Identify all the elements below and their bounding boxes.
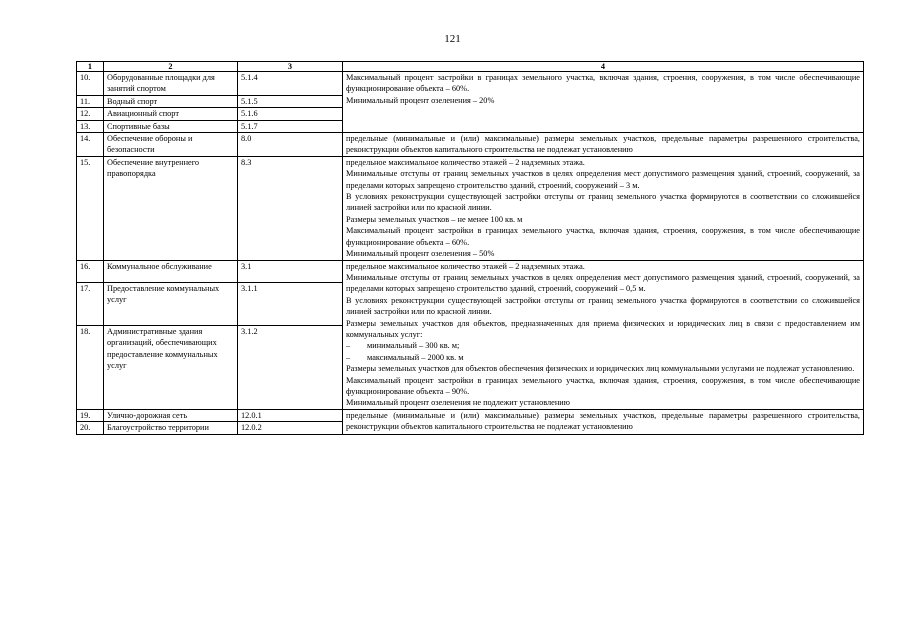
column-header: 1 <box>77 62 104 72</box>
use-type-code: 5.1.7 <box>238 120 343 132</box>
row-number: 12. <box>77 108 104 120</box>
use-type-name: Коммунальное обслуживание <box>104 260 238 282</box>
use-type-code: 12.0.2 <box>238 422 343 434</box>
parameter-text: Максимальный процент застройки в границах земельного участка, включая здания, строения, сооружения, в том числе обеспечивающие функционирование объекта – 60%. <box>346 73 860 94</box>
page-number: 121 <box>444 33 461 45</box>
row-number: 17. <box>77 282 104 325</box>
table-row <box>77 260 864 282</box>
parameter-text: предельные (минимальные и (или) максимальные) размеры земельных участков, предельные параметры разрешенного строительства, реконструкции объектов капитального строительства не подлежат установлению <box>346 410 860 432</box>
use-type-name: Улично-дорожная сеть <box>104 409 238 421</box>
parameter-text: предельное максимальное количество этажей – 2 надземных этажа. <box>346 157 585 167</box>
use-type-name: Спортивные базы <box>104 120 238 132</box>
table-row <box>77 409 864 421</box>
row-number: 19. <box>77 409 104 421</box>
use-type-name: Обеспечение внутреннего правопорядка <box>104 156 238 260</box>
parameter-text: В условиях реконструкции существующей застройки отступы от границ земельного участка формируются в соответствии со сложившейся линией застройки или по красной линии. <box>346 192 860 213</box>
row-number: 18. <box>77 325 104 409</box>
row-number: 10. <box>77 72 104 96</box>
use-type-name: Предоставление коммунальных услуг <box>104 282 238 325</box>
use-type-code: 5.1.6 <box>238 108 343 120</box>
parameters-cell <box>343 260 864 409</box>
dash-list-item <box>346 352 860 363</box>
parameter-text: Максимальный процент застройки в границах земельного участка, включая здания, строения, сооружения, в том числе обеспечивающие функционирование объекта – 90%. <box>346 375 860 396</box>
table-header-row <box>77 62 864 72</box>
table-row <box>77 72 864 96</box>
use-type-name: Водный спорт <box>104 95 238 107</box>
parameter-text: Минимальный процент озеленения – 20% <box>346 95 495 105</box>
parameters-cell <box>343 133 864 157</box>
use-type-code: 3.1.2 <box>238 325 343 409</box>
row-number: 13. <box>77 120 104 132</box>
dash-bullet: – <box>346 352 351 362</box>
use-type-code: 3.1.1 <box>238 282 343 325</box>
use-type-code: 5.1.4 <box>238 72 343 96</box>
table-row <box>77 156 864 260</box>
column-header: 2 <box>104 62 238 72</box>
parameter-text: Максимальный процент застройки в границах земельного участка, включая здания, строения, сооружения, в том числе обеспечивающие функционирование объекта – 60%. <box>346 226 860 247</box>
parameter-text: предельные (минимальные и (или) максимальные) размеры земельных участков, предельные параметры разрешенного строительства, реконструкции объектов капитального строительства не подлежат установлению <box>346 134 860 155</box>
use-type-code: 3.1 <box>238 260 343 282</box>
parameter-text: Минимальные отступы от границ земельных участков в целях определения мест допустимого размещения зданий, строений, сооружений, за пределами которых запрещено строительство зданий, строений, сооружений – 0,5 м. <box>346 272 860 294</box>
use-type-code: 8.0 <box>238 133 343 157</box>
parameter-text: предельное максимальное количество этажей – 2 надземных этажа. <box>346 261 585 271</box>
parameter-text: Размеры земельных участков для объектов, предназначенных для приема физических и юридических лиц в связи с предоставлением им коммунальных услуг: <box>346 318 860 339</box>
parameter-text: Размеры земельных участков – не менее 100 кв. м <box>346 214 523 224</box>
parameters-cell <box>343 409 864 434</box>
use-type-name: Оборудованные площадки для занятий спортом <box>104 72 238 96</box>
parameter-text: В условиях реконструкции существующей застройки отступы от границ земельного участка формируются в соответствии со сложившейся линией застройки или по красной линии. <box>346 295 860 317</box>
parameter-text: Минимальный процент озеленения – 50% <box>346 249 495 259</box>
regulations-table <box>76 61 864 435</box>
parameter-text: максимальный – 2000 кв. м <box>367 352 464 362</box>
dash-list-item <box>346 340 860 351</box>
use-type-name: Благоустройство территории <box>104 422 238 434</box>
parameters-cell <box>343 156 864 260</box>
parameter-text: Размеры земельных участков для объектов обеспечения физических и юридических лиц коммунальными услугами не подлежат установлению. <box>346 364 855 374</box>
parameter-text: минимальный – 300 кв. м; <box>367 341 460 351</box>
column-header: 3 <box>238 62 343 72</box>
row-number: 20. <box>77 422 104 434</box>
use-type-code: 12.0.1 <box>238 409 343 421</box>
use-type-code: 8.3 <box>238 156 343 260</box>
column-header: 4 <box>343 62 864 72</box>
row-number: 14. <box>77 133 104 157</box>
row-number: 11. <box>77 95 104 107</box>
use-type-name: Авиационный спорт <box>104 108 238 120</box>
parameter-text: Минимальные отступы от границ земельных участков в целях определения мест допустимого размещения зданий, строений, сооружений, за пределами которых запрещено строительство зданий, строений, сооружений – 3 м. <box>346 169 860 190</box>
table-row <box>77 133 864 157</box>
use-type-name: Административные здания организаций, обеспечивающих предоставление коммунальных услуг <box>104 325 238 409</box>
use-type-code: 5.1.5 <box>238 95 343 107</box>
parameters-cell <box>343 72 864 133</box>
use-type-name: Обеспечение обороны и безопасности <box>104 133 238 157</box>
row-number: 16. <box>77 260 104 282</box>
dash-bullet: – <box>346 341 351 351</box>
parameter-text: Минимальный процент озеленения не подлежит установлению <box>346 398 570 408</box>
row-number: 15. <box>77 156 104 260</box>
